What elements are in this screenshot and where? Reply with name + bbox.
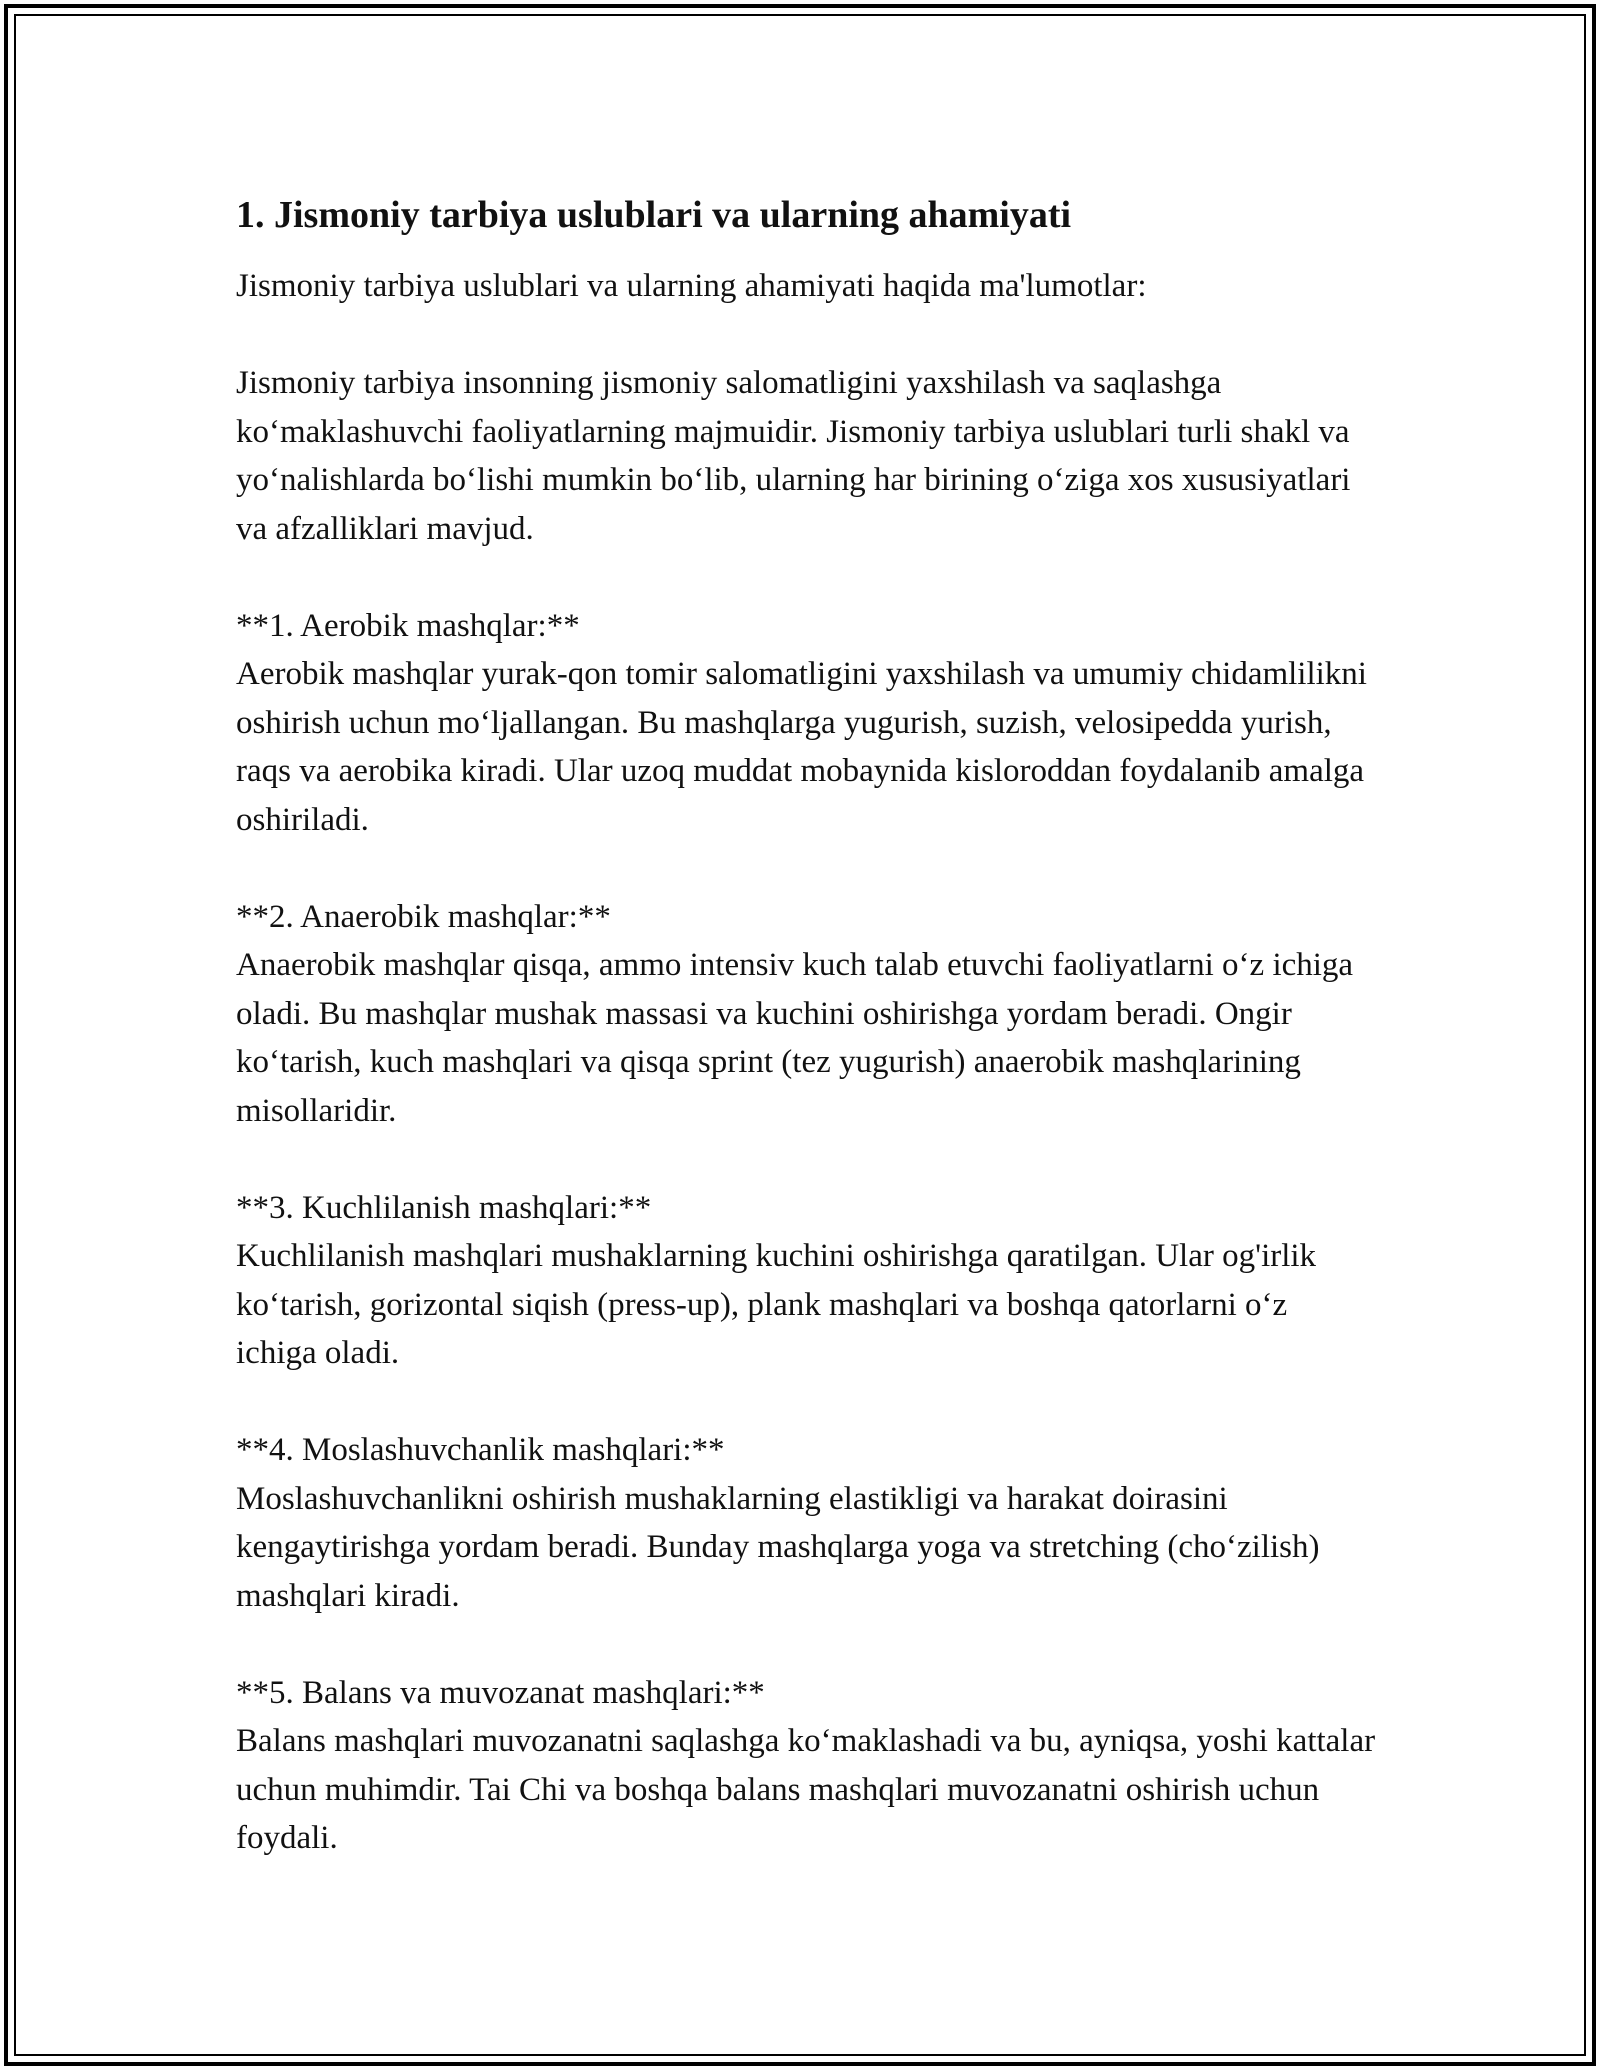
document-body [236, 188, 1376, 1863]
section-flexibility [236, 1426, 1376, 1620]
section-heading: **1. Aerobik mashqlar:** [236, 607, 580, 644]
intro-paragraph: Jismoniy tarbiya insonning jismoniy salomatligini yaxshilash va saqlashga ko‘maklashuvchi faoliyatlarning majmuidir. Jismoniy tarbiya uslublari turli shakl va yo‘nalishlarda bo‘lishi mumkin bo‘lib, ularning har birining o‘ziga xos xususiyatlari va afzalliklari mavjud. [236, 365, 1351, 547]
section-strength [236, 1184, 1376, 1378]
section-anaerobic [236, 893, 1376, 1136]
section-body: Balans mashqlari muvozanatni saqlashga ko‘maklashadi va bu, ayniqsa, yoshi kattalar uchun muhimdir. Tai Chi va boshqa balans mashqlari muvozanatni oshirish uchun foydali. [236, 1723, 1376, 1856]
section-heading: **4. Moslashuvchanlik mashqlari:** [236, 1432, 725, 1468]
section-heading: **5. Balans va muvozanat mashqlari:** [236, 1674, 765, 1711]
section-heading: **2. Anaerobik mashqlar:** [236, 898, 611, 935]
section-balance [236, 1669, 1376, 1863]
section-body: Moslashuvchanlikni oshirish mushaklarning elastikligi va harakat doirasini kengaytirishga yordam beradi. Bunday mashqlarga yoga va stretching (cho‘zilish) mashqlari kiradi. [236, 1480, 1320, 1614]
section-body: Aerobik mashqlar yurak-qon tomir salomatligini yaxshilash va umumiy chidamlilikni oshirish uchun mo‘ljallangan. Bu mashqlarga yugurish, suzish, velosipedda yurish, raqs va aerobika kiradi. Ular uzoq muddat mobaynida kisloroddan foydalanib amalga oshiriladi. [236, 656, 1367, 838]
section-body: Kuchlilanish mashqlari mushaklarning kuchini oshirishga qaratilgan. Ular og'irlik ko‘tarish, gorizontal siqish (press-up), plank mashqlari va boshqa qatorlarni o‘z ichiga oladi. [236, 1238, 1317, 1371]
section-body: Anaerobik mashqlar qisqa, ammo intensiv kuch talab etuvchi faoliyatlarni o‘z ichiga oladi. Bu mashqlar mushak massasi va kuchini oshirishga yordam beradi. Ongir ko‘tarish, kuch mashqlari va qisqa sprint (tez yugurish) anaerobik mashqlarining misollaridir. [236, 947, 1354, 1129]
section-heading: **3. Kuchlilanish mashqlari:** [236, 1189, 652, 1226]
intro-line: Jismoniy tarbiya uslublari va ularning ahamiyati haqida ma'lumotlar: [236, 268, 1147, 304]
section-aerobic [236, 602, 1376, 845]
document-title: 1. Jismoniy tarbiya uslublari va ularning ahamiyati [236, 194, 1072, 236]
